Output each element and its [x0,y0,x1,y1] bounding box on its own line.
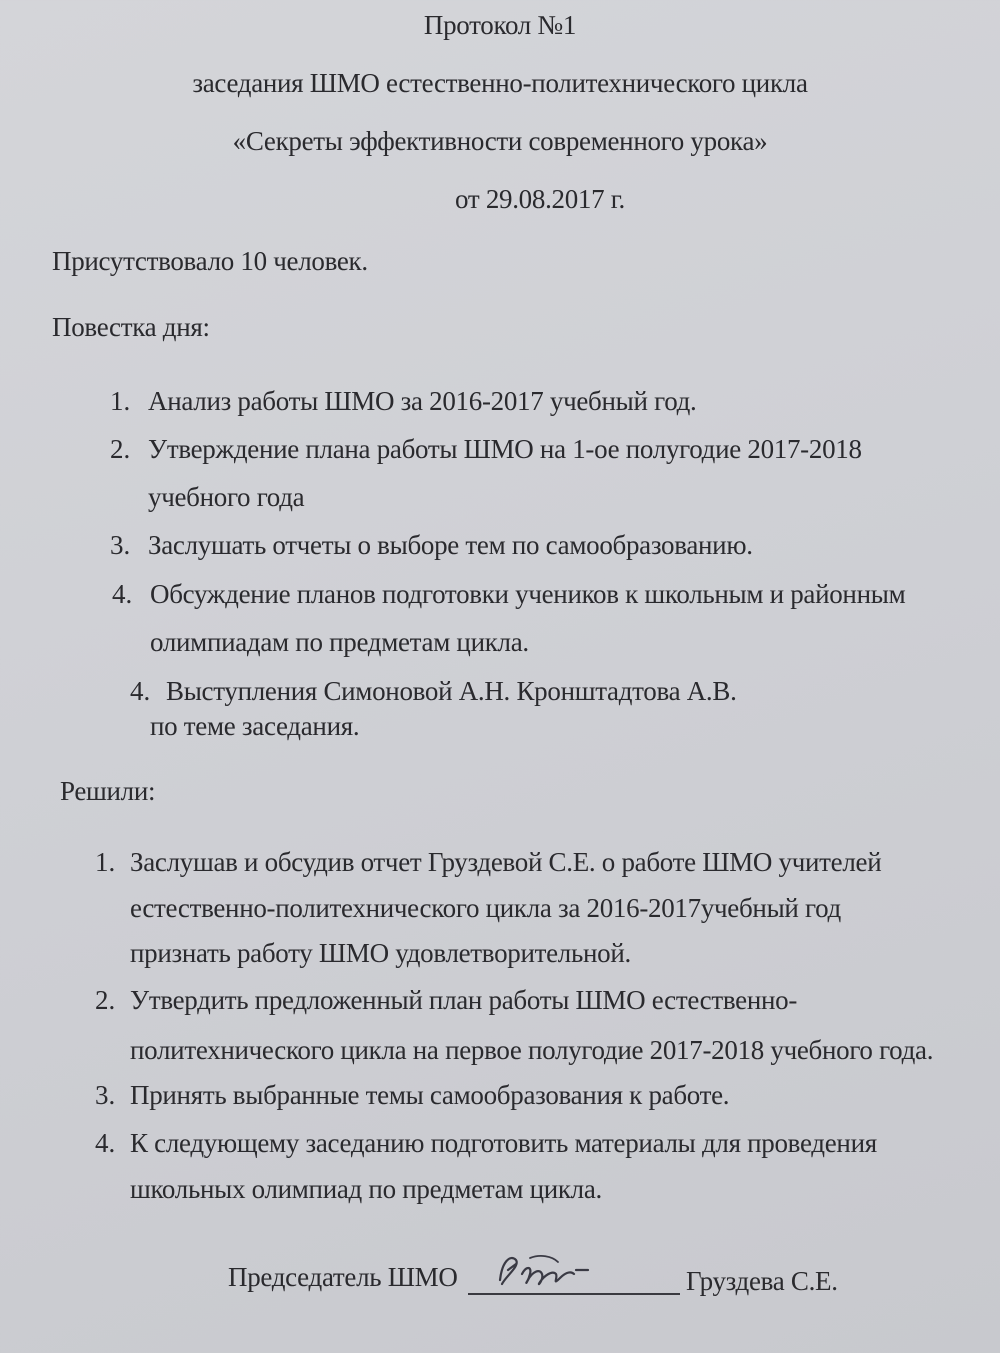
agenda-item-3-number: 3. [110,530,131,560]
agenda-item-4-line-1: Обсуждение планов подготовки учеников к школьным и районным [150,579,906,609]
agenda-label: Повестка дня: [52,312,210,342]
decision-2-line-2: политехнического цикла на первое полугодие 2017-2018 учебного года. [130,1035,934,1065]
decision-3-number: 3. [95,1080,116,1110]
document-date: от 29.08.2017 г. [455,184,625,214]
decision-4-line-1: К следующему заседанию подготовить материалы для проведения [130,1128,877,1158]
agenda-item-1-number: 1. [110,386,131,416]
agenda-item-2-line-2: учебного года [148,482,305,512]
agenda-item-4-number: 4. [112,579,133,609]
decision-4-number: 4. [95,1128,116,1158]
chair-label: Председатель ШМО [228,1262,458,1292]
agenda-item-2-number: 2. [110,434,131,464]
document-title: Протокол №1 [423,10,577,40]
agenda-item-3-line-1: Заслушать отчеты о выборе тем по самообразованию. [148,530,753,560]
handwritten-signature [470,1240,620,1295]
agenda-item-1-line-1: Анализ работы ШМО за 2016-2017 учебный год. [148,386,697,416]
document-subtitle: заседания ШМО естественно-политехнического цикла [192,68,808,98]
decision-1-line-3: признать работу ШМО удовлетворительной. [130,938,631,968]
agenda-item-5-line-1: Выступления Симоновой А.Н. Кронштадтова А.В. [166,676,737,706]
decision-2-number: 2. [95,985,116,1015]
agenda-item-4-line-2: олимпиадам по предметам цикла. [150,627,529,657]
decision-3-line-1: Принять выбранные темы самообразования к работе. [130,1080,730,1110]
document-theme: «Секреты эффективности современного урока» [232,126,768,156]
decision-4-line-2: школьных олимпиад по предметам цикла. [130,1174,602,1204]
decision-1-line-1: Заслушав и обсудив отчет Груздевой С.Е. о работе ШМО учителей [130,847,882,877]
decision-2-line-1: Утвердить предложенный план работы ШМО естественно- [130,985,798,1015]
agenda-item-5-line-2: по теме заседания. [150,711,360,741]
agenda-item-2-line-1: Утверждение плана работы ШМО на 1-ое полугодие 2017-2018 [148,434,862,464]
chair-name: Груздева С.Е. [686,1266,838,1296]
decision-1-line-2: естественно-политехнического цикла за 2016-2017учебный год [130,893,841,923]
decisions-label: Решили: [60,776,156,806]
decision-1-number: 1. [95,847,116,877]
agenda-item-5-number: 4. [130,676,151,706]
attendance-text: Присутствовало 10 человек. [52,246,368,276]
